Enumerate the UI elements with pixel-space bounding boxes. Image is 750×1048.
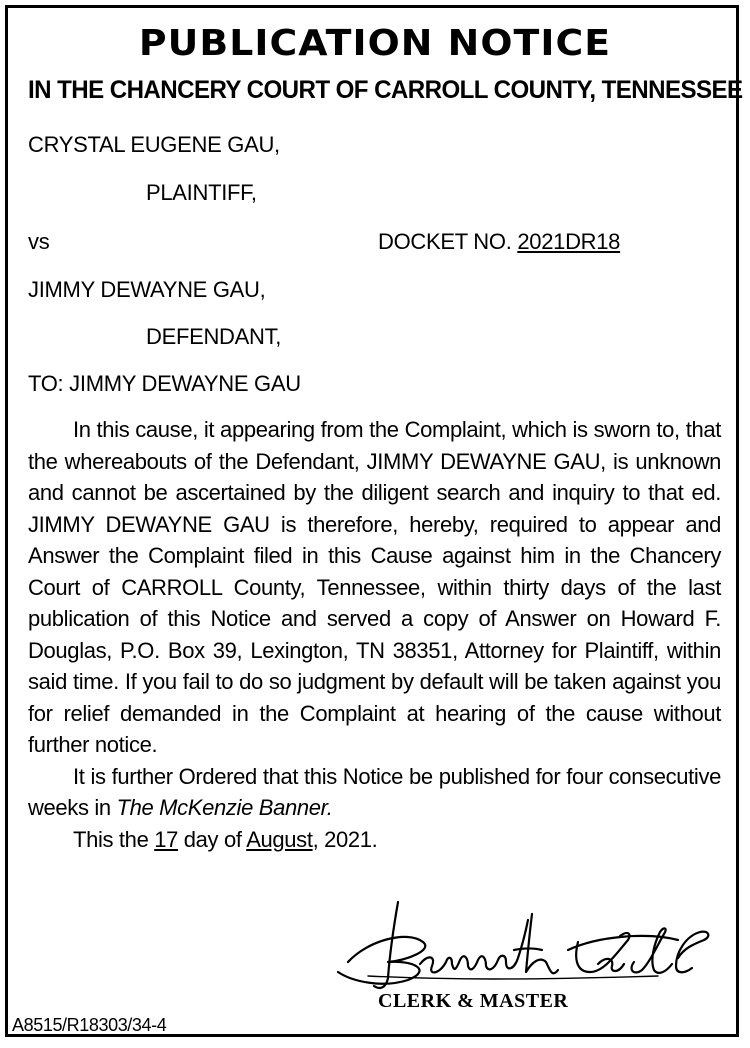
paragraph-publication [28,761,721,824]
reference-code: A8515/R18303/34-4 [12,1015,167,1035]
publication-order-text: It is further Ordered that this Notice be published for four consecutive weeks in [28,763,721,820]
date-prefix: This the [73,826,149,852]
notice-title: PUBLICATION NOTICE [138,23,612,64]
court-heading: IN THE CHANCERY COURT OF CARROLL COUNTY, TENNESSEE [28,76,743,104]
paragraph-complaint: In this cause, it appearing from the Complaint, which is sworn to, that the whereabouts of the Defendant, JIMMY DEWAYNE GAU, is unknown and cannot be ascertained by the diligent search and inquiry to that ed. JIMMY DEWAYNE GAU is therefore, hereby, required to appear and Answer the Complaint filed in this Cause against him in the Chancery Court of CARROLL County, Tennessee, within thirty days of the last publication of this Notice and served a copy of Answer on Howard F. Douglas, P.O. Box 39, Lexington, TN 38351, Attorney for Plaintiff, within said time. If you fail to do so judgment by default will be taken against you for relief demanded in the Complaint at hearing of the cause without further notice. [28,417,721,757]
clerk-signature [328,900,718,992]
to-line: TO: JIMMY DEWAYNE GAU [28,371,301,396]
date-line [28,824,721,856]
docket-line [378,229,620,255]
versus-label: vs [28,229,50,254]
signer-title: CLERK & MASTER [378,990,569,1012]
date-suffix: , 2021. [312,826,378,852]
date-mid: day of [183,826,242,852]
defendant-role: DEFENDANT, [146,324,282,349]
publication-name: The McKenzie Banner. [116,795,333,820]
notice-body [28,414,721,855]
defendant-name: JIMMY DEWAYNE GAU, [28,277,266,302]
docket-label: DOCKET NO. [378,229,512,254]
date-day: 17 [154,826,179,852]
date-month: August [246,826,313,852]
docket-number: 2021DR18 [517,229,621,254]
plaintiff-role: PLAINTIFF, [146,180,257,205]
plaintiff-name: CRYSTAL EUGENE GAU, [28,132,280,157]
